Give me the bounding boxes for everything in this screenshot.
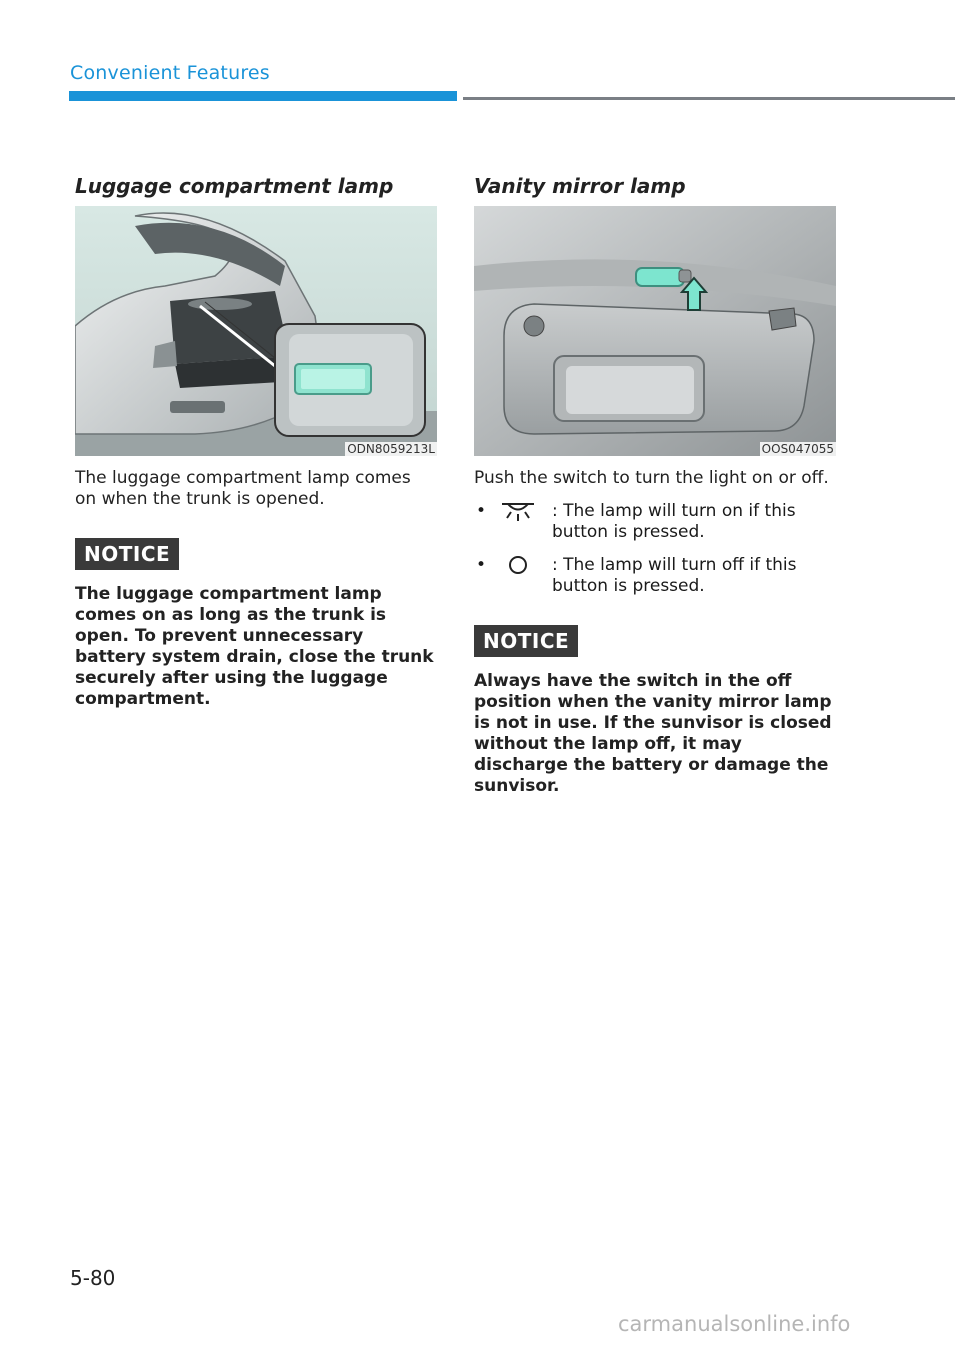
bullet-text-lamp-on: : The lamp will turn on if this button is pressed. bbox=[552, 501, 796, 542]
right-column bbox=[474, 172, 836, 797]
notice-text-vanity: Always have the switch in the off position when the vanity mirror lamp is not in use. If the sunvisor is closed without the lamp off, it may discharge the battery or damage the sunvisor. bbox=[474, 671, 832, 796]
bullet-dot: • bbox=[476, 501, 487, 521]
vanity-lamp-heading: Vanity mirror lamp bbox=[474, 174, 686, 198]
notice-text-luggage: The luggage compartment lamp comes on as long as the trunk is open. To prevent unnecessary battery system drain, close the trunk securely after using the luggage compartment. bbox=[75, 584, 434, 709]
list-item bbox=[474, 555, 836, 597]
luggage-lamp-heading: Luggage compartment lamp bbox=[75, 174, 394, 198]
lamp-off-icon bbox=[500, 555, 536, 577]
trunk-illustration bbox=[75, 206, 437, 456]
lamp-on-icon bbox=[500, 501, 536, 523]
section-header-title: Convenient Features bbox=[70, 62, 270, 84]
page-number: 5-80 bbox=[70, 1266, 116, 1290]
luggage-lamp-figure bbox=[75, 206, 437, 456]
left-column bbox=[75, 172, 437, 710]
list-item bbox=[474, 501, 836, 543]
vanity-lamp-figure bbox=[474, 206, 836, 456]
notice-badge-luggage: NOTICE bbox=[75, 538, 179, 570]
luggage-lamp-description: The luggage compartment lamp comes on when the trunk is opened. bbox=[75, 468, 411, 509]
sunvisor-illustration bbox=[474, 206, 836, 456]
bullet-dot: • bbox=[476, 555, 487, 575]
notice-badge-vanity: NOTICE bbox=[474, 625, 578, 657]
site-watermark: carmanualsonline.info bbox=[618, 1312, 851, 1336]
bullet-text-lamp-off: : The lamp will turn off if this button is pressed. bbox=[552, 555, 797, 596]
figure-code-vanity: OOS047055 bbox=[761, 442, 834, 456]
header-rule-gray bbox=[463, 97, 955, 100]
header-rule-accent bbox=[69, 91, 457, 101]
vanity-lamp-description: Push the switch to turn the light on or off. bbox=[474, 468, 829, 488]
figure-code-luggage: ODN8059213L bbox=[347, 442, 435, 456]
